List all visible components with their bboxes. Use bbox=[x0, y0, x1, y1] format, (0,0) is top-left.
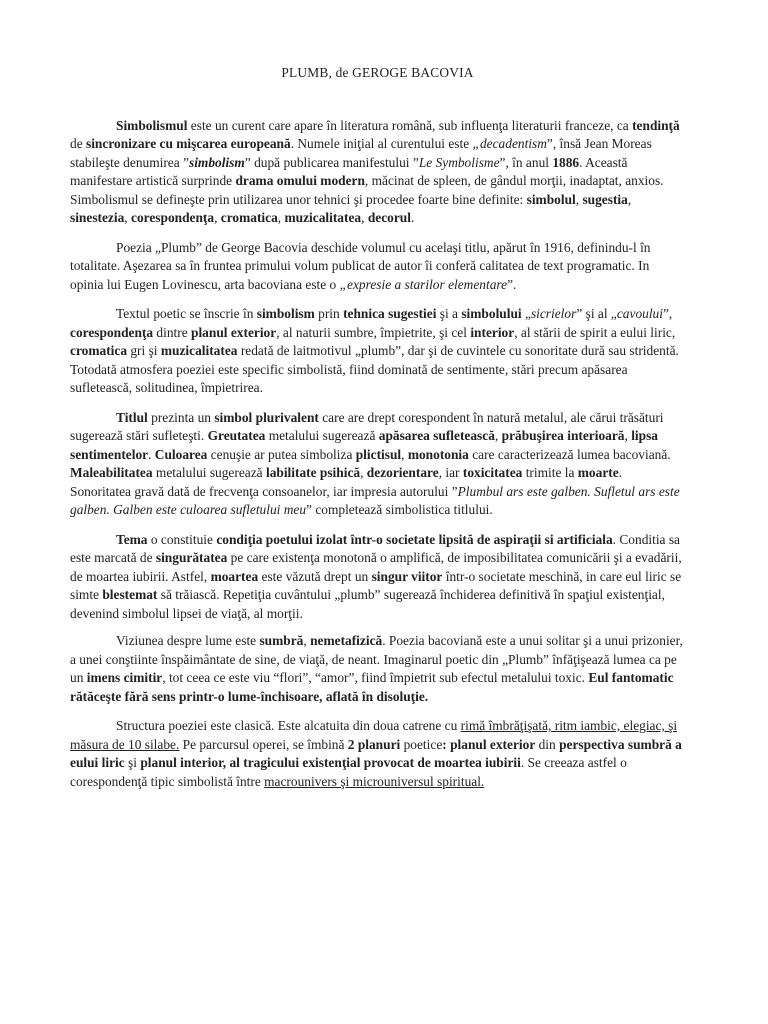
text-run: simbolul bbox=[526, 191, 576, 207]
text-run: dintre bbox=[153, 324, 192, 340]
text-run: cenuşie ar putea simboliza bbox=[207, 446, 356, 462]
text-run: ”. bbox=[507, 276, 517, 292]
text-run: planul exterior bbox=[450, 736, 536, 752]
text-run: . Se creeaza astfel o corespondenţă tipic simbolistă între bbox=[70, 755, 627, 789]
text-run: apăsarea sufletească bbox=[378, 428, 495, 443]
text-run: dezorientare bbox=[366, 465, 439, 480]
text-run: este un curent care apare în literatura română, sub influenţa literaturii franceze, ca bbox=[187, 117, 633, 133]
text-run: drama omului modern bbox=[235, 173, 365, 188]
text-run: , bbox=[124, 210, 131, 225]
text-run: interior bbox=[470, 324, 515, 340]
document-page bbox=[70, 64, 685, 802]
text-run: metalului sugerează bbox=[152, 465, 266, 480]
text-run: , al naturii sumbre, împietrite, şi cel bbox=[276, 324, 471, 340]
text-run: care caracterizează lumea bacoviană. bbox=[468, 446, 671, 462]
text-run: imens cimitir bbox=[86, 670, 163, 685]
text-run: „ bbox=[521, 306, 531, 321]
text-run: care are drept corespondent în natură metalul, ale cărui trăsături sugerează stări sufleteşti. bbox=[70, 409, 664, 443]
text-run: redată de laitmotivul „plumb”, dar şi de cuvintele cu sonoritate dură sau stridentă. Totodată atmosfera poeziei este specific simbolistă, fiind dominată de sentimente, stări precum apăsarea sufletească, solitudinea, împietrirea. bbox=[70, 343, 679, 395]
text-run: , bbox=[214, 210, 221, 225]
text-run: blestemat bbox=[102, 587, 158, 602]
text-run: moarte bbox=[577, 465, 619, 480]
text-run: muzicalitatea bbox=[160, 343, 238, 358]
text-run: , măcinat de spleen, de gândul morţii, inadaptat, anxios. Simbolismul se defineşte prin utilizarea unor tehnici şi procedee foarte bine definite: bbox=[70, 173, 664, 207]
paragraph-viziunea bbox=[70, 632, 685, 706]
text-run: simbol plurivalent bbox=[214, 409, 319, 425]
text-run: , bbox=[401, 446, 408, 462]
text-run: Greutatea bbox=[207, 428, 266, 443]
text-run: într-o societate meschină, in care eul liric se simte bbox=[70, 568, 682, 602]
text-run: cromatica bbox=[220, 210, 278, 225]
text-run: , tot ceea ce este viu “flori”, “amor”, fiind împietrit sub efectul metalului toxic. bbox=[162, 670, 589, 685]
text-run: simbolului bbox=[461, 306, 522, 321]
text-run: . Poezia bacoviană este a unui solitar şi a unui prizonier, a unei conştiinte înspăimântate de sine, de viaţă, de neant. Imaginarul poetic din „Plumb” înfăţişează lumea ca pe un bbox=[70, 633, 683, 685]
paragraph-textul-poetic bbox=[70, 305, 685, 398]
text-run: , bbox=[360, 465, 367, 480]
text-run: metalului sugerează bbox=[265, 428, 379, 443]
text-run: decorul bbox=[367, 210, 411, 225]
text-run: Structura poeziei este clasică. Este alcatuita din doua catrene cu bbox=[116, 718, 461, 733]
text-run: Culoarea bbox=[154, 446, 208, 462]
text-run: ” completează simbolistica titlului. bbox=[306, 502, 493, 517]
text-run: sicrielor bbox=[530, 306, 577, 321]
text-run: muzicalitatea bbox=[284, 210, 362, 225]
text-run: ”, în anul bbox=[499, 154, 553, 170]
text-run: tendinţă bbox=[632, 117, 680, 133]
text-run: gri şi bbox=[127, 343, 161, 358]
text-run: cavoului bbox=[616, 306, 663, 321]
text-run: Titlul bbox=[116, 409, 148, 425]
text-run: . Conditia sa este marcată de bbox=[70, 531, 680, 565]
text-run: poetice bbox=[400, 736, 443, 752]
text-run: , bbox=[627, 191, 632, 207]
text-run: să trăiască. Repetiţia cuvântului „plumb” sugerează închiderea definitivă în spaţiul existenţial, devenind simbolul lipsei de viaţă, al morţii. bbox=[70, 587, 665, 621]
paragraph-poezia-plumb bbox=[70, 239, 685, 295]
text-run: . Numele iniţial al curentului este bbox=[290, 136, 473, 151]
text-run: nemetafizică bbox=[310, 633, 383, 648]
text-run: Textul poetic se înscrie în bbox=[116, 306, 257, 321]
text-run: rimă îmbrăţişată, ritm iambic, elegiac, şi măsura de 10 silabe. bbox=[70, 718, 678, 752]
text-run: ”, bbox=[662, 306, 673, 321]
text-run: de bbox=[70, 136, 86, 151]
text-run: corespondenţa bbox=[70, 324, 154, 340]
text-run: o constituie bbox=[147, 531, 217, 547]
text-run: ” şi al „ bbox=[576, 306, 617, 321]
text-run: sinestezia bbox=[70, 210, 125, 225]
text-run: Tema bbox=[116, 531, 148, 547]
text-run: Pe parcursul operei, se îmbină bbox=[179, 736, 348, 752]
text-run: , bbox=[277, 210, 285, 225]
text-run: tehnica sugestiei bbox=[343, 306, 437, 321]
text-run: , al stării de spirit a eului liric, bbox=[514, 324, 676, 340]
text-run: Simbolismul bbox=[116, 117, 188, 133]
text-run: macrounivers şi microuniversul spiritual. bbox=[264, 773, 485, 789]
text-run: , bbox=[303, 633, 311, 648]
text-run: prin bbox=[314, 306, 344, 321]
text-run: Plumbul ars este galben. Sufletul ars este galben. Galben este culoarea sufletului meu bbox=[70, 483, 680, 517]
text-run: ”, însă Jean Moreas stabileşte denumirea ” bbox=[70, 136, 652, 170]
text-run: 2 planuri bbox=[347, 736, 401, 752]
text-run: , bbox=[361, 210, 368, 225]
paragraph-titlul bbox=[70, 409, 685, 520]
text-run: lipsa sentimentelor bbox=[70, 428, 658, 462]
document-title: PLUMB, de GEROGE BACOVIA bbox=[281, 65, 474, 80]
paragraph-structura bbox=[70, 717, 685, 791]
text-run: trimite la bbox=[522, 465, 578, 480]
text-run: Eul fantomatic rătăceşte fără sens printr-o lume-închisoare, aflată în disoluţie. bbox=[70, 670, 674, 704]
text-run: labilitate psihică bbox=[265, 465, 361, 480]
text-run: , bbox=[624, 428, 632, 443]
text-run: Viziunea despre lume este bbox=[116, 633, 260, 648]
text-run: plictisul bbox=[355, 446, 402, 462]
text-run: prezinta un bbox=[147, 409, 215, 425]
text-run: : bbox=[442, 736, 447, 752]
text-run: perspectiva sumbră a eului liric bbox=[70, 736, 682, 770]
text-run: sumbră bbox=[259, 633, 304, 648]
text-run: prăbuşirea interioară bbox=[501, 428, 625, 443]
text-run: 1886 bbox=[552, 154, 580, 170]
text-run: cromatica bbox=[70, 343, 128, 358]
text-run: sincronizare cu mişcarea europeană bbox=[86, 136, 291, 151]
text-run: şi bbox=[124, 755, 141, 770]
text-run: . Această manifestare artistică surprinde bbox=[70, 154, 628, 188]
text-run: Poezia „Plumb” de George Bacovia deschide volumul cu acelaşi titlu, apărut în 1916, definindu-l în totalitate. Aşezarea sa în fruntea primului volum publicat de autor îi conferă calitatea de text programatic. In opinia lui Eugen Lovinescu, arta bacoviana este o bbox=[70, 239, 651, 292]
text-run: „decadentism bbox=[472, 136, 547, 151]
text-run: simbolism bbox=[188, 154, 245, 170]
text-run: . bbox=[148, 446, 155, 462]
text-run: planul exterior bbox=[191, 324, 277, 340]
text-run: planul interior, al tragicului existenţial provocat de moartea iubirii bbox=[140, 755, 521, 770]
text-run: monotonia bbox=[407, 446, 469, 462]
text-run: ” după publicarea manifestului ” bbox=[244, 154, 419, 170]
text-run: singurătatea bbox=[155, 550, 228, 565]
text-run: „expresie a starilor elementare bbox=[339, 276, 508, 292]
text-run: corespondenţa bbox=[131, 210, 215, 225]
text-run: moartea bbox=[210, 568, 259, 584]
text-run: Le Symbolisme bbox=[418, 154, 500, 170]
text-run: pe care existenţa monotonă o amplifică, de imposibilitatea comunicării şi a evadării, de moartea iubirii. Astfel, bbox=[70, 550, 682, 584]
text-run: este văzută drept un bbox=[258, 568, 372, 584]
text-run: simbolism bbox=[256, 306, 315, 321]
text-run: singur viitor bbox=[371, 568, 443, 584]
text-run: şi a bbox=[436, 306, 462, 321]
text-run: Maleabilitatea bbox=[70, 465, 153, 480]
text-run: din bbox=[535, 736, 560, 752]
text-run: condiţia poetului izolat într-o societate lipsită de aspiraţii si artificiala bbox=[216, 531, 613, 547]
text-run: , iar bbox=[438, 465, 463, 480]
paragraph-simbolismul bbox=[70, 117, 685, 228]
text-run: sugestia bbox=[582, 191, 628, 207]
text-run: . bbox=[410, 210, 415, 225]
text-run: , bbox=[494, 428, 502, 443]
text-run: , bbox=[575, 191, 583, 207]
paragraph-tema bbox=[70, 531, 685, 624]
text-run: toxicitatea bbox=[462, 465, 523, 480]
text-run: . Sonoritatea gravă dată de frecvenţa consoanelor, iar impresia autorului ” bbox=[70, 465, 623, 499]
